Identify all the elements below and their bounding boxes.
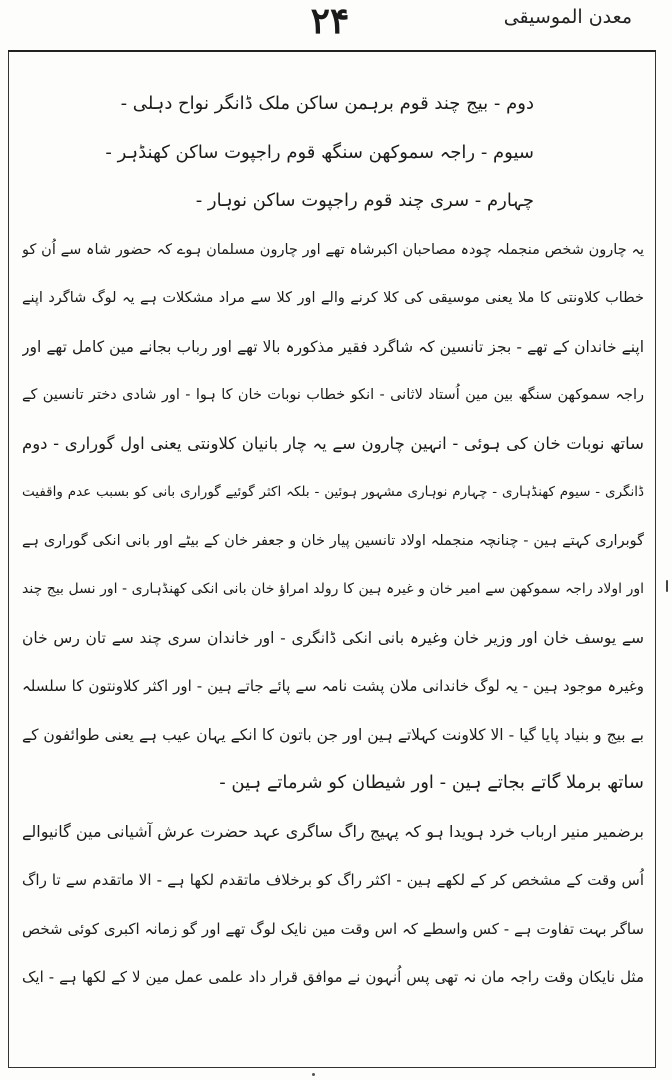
margin-mark <box>666 580 668 592</box>
text-line: چہارم - سری چند قوم راجپوت ساکن نوہار - <box>195 190 534 211</box>
body-text <box>22 80 644 1002</box>
page-number: ۲۴ <box>310 0 350 42</box>
text-line: ڈانگری - سیوم کھنڈہاری - چہارم نوہاری مشہور ہوئین - بلکہ اکثر گوئیے گوراری بانی کو بسبب عدم واقفیت <box>22 484 644 500</box>
text-line: مثل نایکان وقت راجہ مان نہ تھی پس اُنہون نے موافق قرار داد علمی عمل مین لا کے لکھا ہے - ایک <box>22 968 644 986</box>
text-line: یہ چارون شخص منجملہ چودہ مصاحبان اکبرشاہ تھے اور چارون مسلمان ہوے کہ حضور شاہ سے اُن کو <box>22 241 644 258</box>
text-line: برضمیر منیر ارباب خرد ہویدا ہو کہ پہیج راگ ساگری عہد حضرت عرش آشیانی مین گانیوالے <box>22 821 644 841</box>
page-speck <box>312 1073 315 1076</box>
text-line: اپنے خاندان کے تھے - بجز تانسین کہ شاگرد فقیر مذکورہ بالا تھے اور رباب بجانے مین کامل تھے اور <box>22 337 644 356</box>
text-line: ساتھ برملا گاتے بجاتے ہین - اور شیطان کو شرماتے ہین - <box>219 772 644 793</box>
text-line: گوبراری کہتے ہین - چنانچہ منجملہ اولاد تانسین پیار خان و جعفر خان کے بیٹے اور بانی انکی گوراری ہے <box>22 532 644 549</box>
text-line: سیوم - راجہ سموکھن سنگھ قوم راجپوت ساکن کھنڈہر - <box>105 141 534 163</box>
text-line: اور اولاد راجہ سموکھن سے امیر خان و غیرہ ہین کا رولد امراؤ خان بانی انکی کھنڈہاری - اور نسل بیج چند <box>22 581 644 597</box>
text-line: اُس وقت کے مشخص کر کے لکھے ہین - اکثر راگ کو برخلاف ماتقدم لکھا ہے - الا ماتقدم سے تا راگ <box>22 871 644 889</box>
text-line: وغیرہ موجود ہین - یہ لوگ خاندانی ملان پشت نامہ سے پائے جاتے ہین - اور اکثر کلاونتون کا سلسلہ <box>22 677 644 695</box>
text-line: بے بیج و بنیاد پایا گیا - الا کلاونت کہلاتے ہین اور جن باتون کا انکے یہان عیب ہے یعنی طوائفون کے <box>22 725 644 744</box>
frame-top-rule <box>8 50 656 52</box>
text-line: ساگر بہت تفاوت ہے - کس واسطے کہ اس وقت مین نایک لوگ تھے اور گو زمانہ اکبری کوئی شخص <box>22 919 644 938</box>
running-head: معدن الموسیقی <box>503 6 632 28</box>
text-line: راجہ سموکھن سنگھ بین مین اُستاد لاثانی - انکو خطاب نوبات خان کا ہوا - اور شادی دختر تانسین کے <box>22 387 644 403</box>
text-line: خطاب کلاونتی کا ملا یعنی موسیقی کی کلا کرنے والے اور کلا سے مراد مشکلات ہے یہ لوگ شاگرد اپنے <box>22 290 644 306</box>
text-line: دوم - بیج چند قوم برہمن ساکن ملک ڈانگر نواح دہلی - <box>120 93 534 114</box>
text-line: ساتھ نوبات خان کی ہوئی - انہین چارون سے یہ چار بانیان کلاونتی یعنی اول گوراری - دوم <box>22 433 644 453</box>
text-line: سے یوسف خان اور وزیر خان وغیرہ بانی انکی ڈانگری - اور خاندان سری چند سے تان رس خان <box>22 628 644 647</box>
